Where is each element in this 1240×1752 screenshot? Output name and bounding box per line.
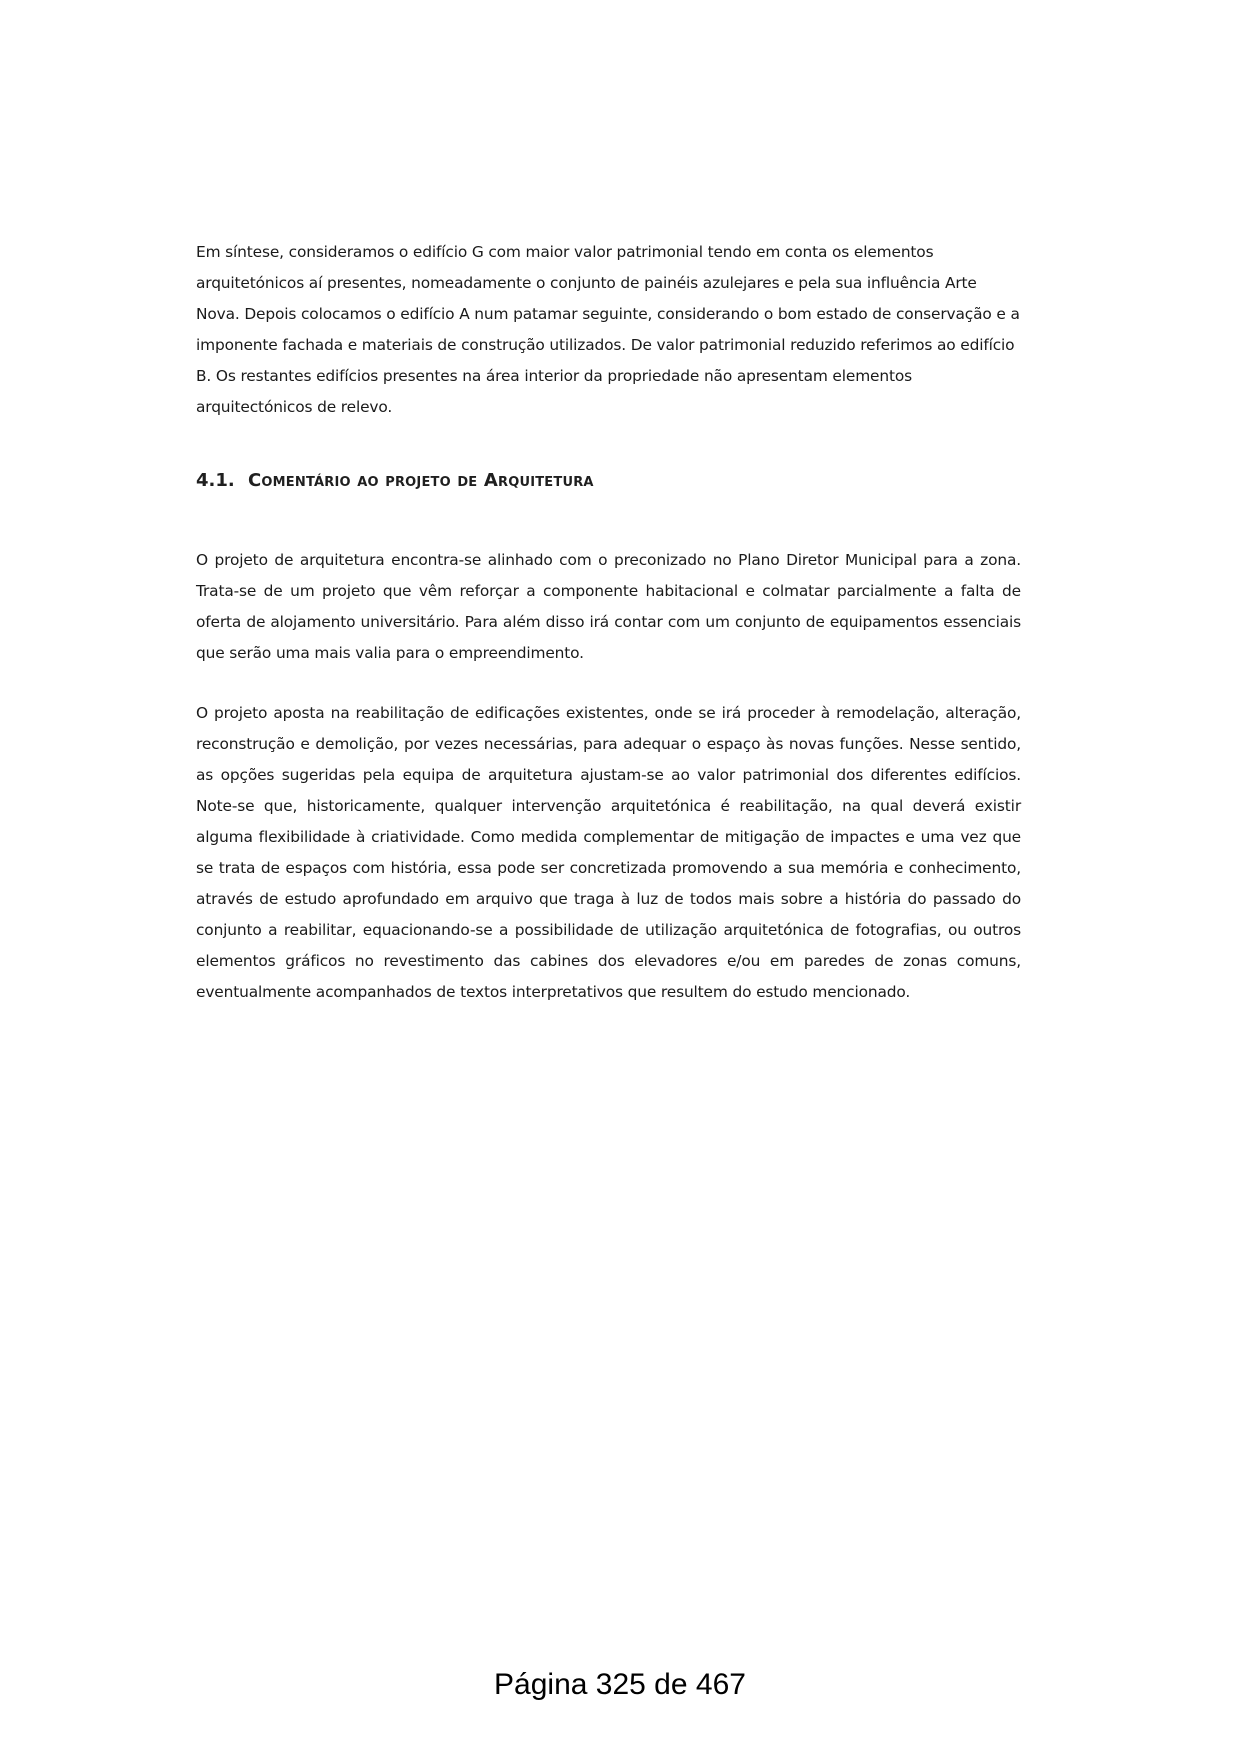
page-number: Página 325 de 467 <box>494 1668 746 1701</box>
section-title: Comentário ao projeto de Arquitetura <box>248 470 594 491</box>
section-number: 4.1. <box>196 470 235 491</box>
body-paragraph-2: O projeto aposta na reabilitação de edificações existentes, onde se irá proceder à remodelação, alteração, reconstrução e demolição, por vezes necessárias, para adequar o espaço às novas funções. Nesse sentido, as opções sugeridas pela equipa de arquitetura ajustam-se ao valor patrimonial dos diferentes edifícios. Note-se que, historicamente, qualquer intervenção arquitetónica é reabilitação, na qual deverá existir alguma flexibilidade à criatividade. Como medida complementar de mitigação de impactes e uma vez que se trata de espaços com história, essa pode ser concretizada promovendo a sua memória e conhecimento, através de estudo aprofundado em arquivo que traga à luz de todos mais sobre a história do passado do conjunto a reabilitar, equacionando-se a possibilidade de utilização arquitetónica de fotografias, ou outros elementos gráficos no revestimento das cabines dos elevadores e/ou em paredes de zonas comuns, eventualmente acompanhados de textos interpretativos que resultem do estudo mencionado. <box>196 704 1021 1001</box>
body-paragraph-1: O projeto de arquitetura encontra-se alinhado com o preconizado no Plano Diretor Municipal para a zona. Trata-se de um projeto que vêm reforçar a componente habitacional e colmatar parcialmente a falta de oferta de alojamento universitário. Para além disso irá contar com um conjunto de equipamentos essenciais que serão uma mais valia para o empreendimento. <box>196 551 1021 662</box>
section-heading <box>196 470 594 491</box>
intro-paragraph: Em síntese, consideramos o edifício G com maior valor patrimonial tendo em conta os elementos arquitetónicos aí presentes, nomeadamente o conjunto de painéis azulejares e pela sua influência Arte Nova. Depois colocamos o edifício A num patamar seguinte, considerando o bom estado de conservação e a imponente fachada e materiais de construção utilizados. De valor patrimonial reduzido referimos ao edifício B. Os restantes edifícios presentes na área interior da propriedade não apresentam elementos arquitectónicos de relevo. <box>196 243 1020 416</box>
